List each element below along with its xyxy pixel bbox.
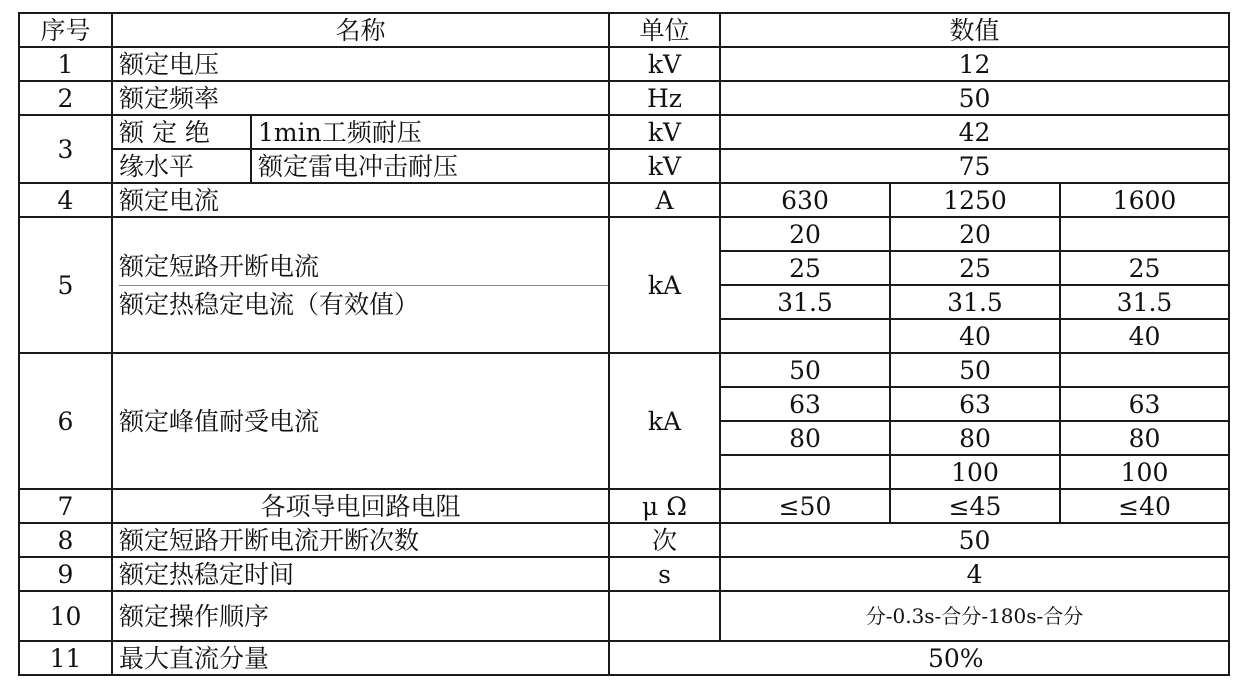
row-name: 额定操作顺序: [112, 591, 609, 641]
header-row: [19, 13, 1229, 47]
grid-cell: 31.5: [1060, 285, 1229, 319]
row-name: 额定电流: [112, 183, 609, 217]
header-unit: 单位: [609, 13, 720, 47]
row-name: 额定频率: [112, 81, 609, 115]
grid-cell: 40: [1060, 319, 1229, 353]
insulation-name-cell: [112, 149, 609, 183]
row-index: 4: [19, 183, 112, 217]
insulation-name-cell: [112, 115, 609, 149]
row-value: 75: [720, 149, 1229, 183]
row-value: 4: [720, 557, 1229, 591]
grid-cell: [1060, 217, 1229, 251]
row-value: 50%: [609, 641, 1229, 675]
header-name: 名称: [112, 13, 609, 47]
grid-cell: 80: [890, 421, 1060, 455]
grid-cell: 31.5: [890, 285, 1060, 319]
row-index: 5: [19, 217, 112, 353]
insulation-sub1-name: 1min工频耐压: [258, 117, 422, 147]
row-index: 11: [19, 641, 112, 675]
grid-cell: 31.5: [720, 285, 890, 319]
grid-cell: 100: [890, 455, 1060, 489]
row-name: [112, 217, 609, 353]
table-row: [19, 149, 1229, 183]
grid-cell: 80: [720, 421, 890, 455]
row-index: 8: [19, 523, 112, 557]
row-name: 额定峰值耐受电流: [112, 353, 609, 489]
row-unit: μ Ω: [609, 489, 720, 523]
table-row: [19, 81, 1229, 115]
table-row: [19, 217, 1229, 251]
row-name: 额定热稳定时间: [112, 557, 609, 591]
grid-cell: [1060, 353, 1229, 387]
row-value: 分-0.3s-合分-180s-合分: [720, 591, 1229, 641]
grid-cell: 20: [890, 217, 1060, 251]
row-unit: Hz: [609, 81, 720, 115]
grid-cell: [720, 455, 890, 489]
grid-cell: 25: [720, 251, 890, 285]
resistance-1600: ≤40: [1060, 489, 1229, 523]
table-row: [19, 353, 1229, 387]
row-value: 42: [720, 115, 1229, 149]
thermal-stable-label: 额定热稳定电流（有效值）: [119, 289, 420, 319]
row-name: 额定电压: [112, 47, 609, 81]
row-index: 9: [19, 557, 112, 591]
row-unit: kV: [609, 149, 720, 183]
row-unit: [609, 591, 720, 641]
row-value: 50: [720, 523, 1229, 557]
row-index: 1: [19, 47, 112, 81]
row-unit: s: [609, 557, 720, 591]
rated-current-1600: 1600: [1060, 183, 1229, 217]
grid-cell: 80: [1060, 421, 1229, 455]
row-value: 50: [720, 81, 1229, 115]
spec-table: [18, 12, 1230, 676]
row-value: 12: [720, 47, 1229, 81]
row-index: 7: [19, 489, 112, 523]
grid-cell: [720, 319, 890, 353]
table-row: [19, 115, 1229, 149]
grid-cell: 63: [890, 387, 1060, 421]
table-row: [19, 591, 1229, 641]
row-unit: kA: [609, 353, 720, 489]
grid-cell: 50: [720, 353, 890, 387]
row-index: 2: [19, 81, 112, 115]
grid-cell: 100: [1060, 455, 1229, 489]
rated-current-1250: 1250: [890, 183, 1060, 217]
row-index: 10: [19, 591, 112, 641]
grid-cell: 63: [720, 387, 890, 421]
header-value: 数值: [720, 13, 1229, 47]
short-circuit-breaking-label: 额定短路开断电流: [119, 251, 320, 281]
table-row: [19, 641, 1229, 675]
grid-cell: 25: [1060, 251, 1229, 285]
grid-cell: 50: [890, 353, 1060, 387]
grid-cell: 40: [890, 319, 1060, 353]
row-unit: kV: [609, 47, 720, 81]
divider: [119, 285, 608, 286]
grid-cell: 63: [1060, 387, 1229, 421]
row-index: 3: [19, 115, 112, 183]
header-index: 序号: [19, 13, 112, 47]
table-row: [19, 489, 1229, 523]
row-unit: kA: [609, 217, 720, 353]
table-row: [19, 523, 1229, 557]
table-row: [19, 183, 1229, 217]
insulation-sub2-name: 额定雷电冲击耐压: [258, 151, 459, 181]
grid-cell: 20: [720, 217, 890, 251]
row-name: 额定短路开断电流开断次数: [112, 523, 609, 557]
row-name: 最大直流分量: [112, 641, 609, 675]
row-index: 6: [19, 353, 112, 489]
row-unit: kV: [609, 115, 720, 149]
insulation-label-b: 缘水平: [113, 150, 251, 182]
row-unit: A: [609, 183, 720, 217]
table-row: [19, 47, 1229, 81]
table-row: [19, 557, 1229, 591]
insulation-label-a: 额 定 绝: [113, 116, 251, 148]
rated-current-630: 630: [720, 183, 890, 217]
resistance-630: ≤50: [720, 489, 890, 523]
row-unit: 次: [609, 523, 720, 557]
grid-cell: 25: [890, 251, 1060, 285]
resistance-1250: ≤45: [890, 489, 1060, 523]
row-name: 各项导电回路电阻: [112, 489, 609, 523]
